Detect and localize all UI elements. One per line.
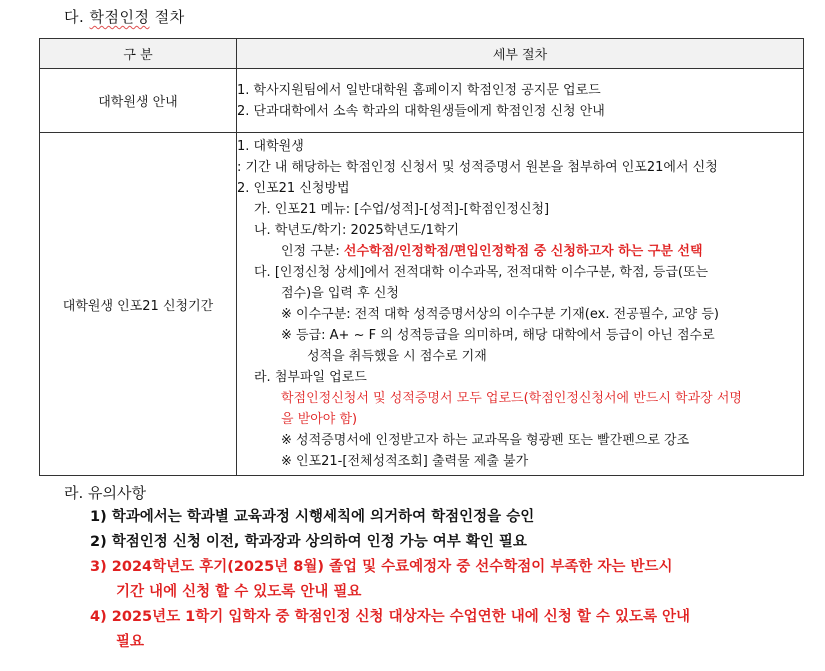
notes-title: 라. 유의사항: [64, 484, 146, 502]
note-item: [90, 530, 690, 555]
detail-line: 성적을 취득했을 시 점수로 기재: [307, 349, 487, 364]
detail-line: [237, 241, 803, 262]
note-text: 2) 학점인정 신청 이전, 학과장과 상의하여 인정 가능 여부 확인 필요: [90, 534, 527, 550]
detail-line: 다. [인정신청 상세]에서 전적대학 이수과목, 전적대학 이수구분, 학점, 등급(또는: [254, 265, 709, 280]
detail-line: 라. 첨부파일 업로드: [254, 370, 367, 385]
table-row: [40, 133, 804, 476]
note-continuation: 필요: [116, 634, 145, 650]
heading-word: 학점인정: [89, 8, 150, 26]
detail-line-red: 학점인정신청서 및 성적증명서 모두 업로드(학점인정신청서에 반드시 학과장 서명: [281, 391, 742, 406]
procedure-table: [39, 38, 804, 476]
note-item-important: [90, 555, 690, 605]
section-heading: [64, 6, 185, 27]
heading-prefix: 다.: [64, 8, 90, 26]
detail-line: 가. 인포21 메뉴: [수업/성적]-[성적]-[학점인정신청]: [254, 202, 550, 217]
detail-line: 점수)을 입력 후 신청: [281, 286, 399, 301]
detail-line-red: 을 받아야 함): [281, 412, 358, 427]
note-item: [90, 505, 690, 530]
detail-line: 2. 단과대학에서 소속 학과의 대학원생들에게 학점인정 신청 안내: [237, 103, 605, 119]
detail-line: ※ 등급: A+ ~ F 의 성적등급을 의미하며, 해당 대학에서 등급이 아닌 점수로: [281, 328, 715, 343]
detail-line: ※ 성적증명서에 인정받고자 하는 교과목을 형광펜 또는 빨간펜으로 강조: [281, 433, 690, 448]
detail-label: 인정 구분:: [281, 244, 344, 259]
detail-line: ※ 이수구분: 전적 대학 성적증명서상의 이수구분 기재(ex. 전공필수, 교양 등): [281, 307, 719, 322]
header-details: 세부 절차: [237, 39, 804, 69]
note-text: 3) 2024학년도 후기(2025년 8월) 졸업 및 수료예정자 중 선수학점이 부족한 자는 반드시: [90, 559, 673, 575]
detail-line: 1. 대학원생: [237, 139, 304, 154]
note-item-important: [90, 605, 690, 655]
table-row: [40, 69, 804, 133]
row-label-apply: 대학원생 인포21 신청기간: [40, 133, 237, 476]
table-header-row: [40, 39, 804, 69]
detail-line: ※ 인포21-[전체성적조회] 출력물 제출 불가: [281, 454, 529, 469]
note-text: 4) 2025년도 1학기 입학자 중 학점인정 신청 대상자는 수업연한 내에 신청 할 수 있도록 안내: [90, 609, 691, 625]
header-category: 구 분: [40, 39, 237, 69]
detail-line: : 기간 내 해당하는 학점인정 신청서 및 성적증명서 원본을 첨부하여 인포21에서 신청: [237, 160, 718, 175]
notes-list: [90, 505, 690, 655]
detail-line: 나. 학년도/학기: 2025학년도/1학기: [254, 223, 460, 238]
heading-rest: 절차: [149, 8, 185, 26]
row-label-notice: 대학원생 안내: [40, 69, 237, 133]
detail-line: 1. 학사지원팀에서 일반대학원 홈페이지 학점인정 공지문 업로드: [237, 82, 601, 98]
note-continuation: 기간 내에 신청 할 수 있도록 안내 필요: [116, 584, 362, 600]
detail-highlight: 선수학점/인정학점/편입인정학점 중 신청하고자 하는 구분 선택: [343, 244, 703, 259]
note-text: 1) 학과에서는 학과별 교육과정 시행세칙에 의거하여 학점인정을 승인: [90, 509, 535, 525]
row-details-apply: [237, 133, 804, 476]
row-details-notice: [237, 69, 804, 133]
detail-line: 2. 인포21 신청방법: [237, 181, 350, 196]
